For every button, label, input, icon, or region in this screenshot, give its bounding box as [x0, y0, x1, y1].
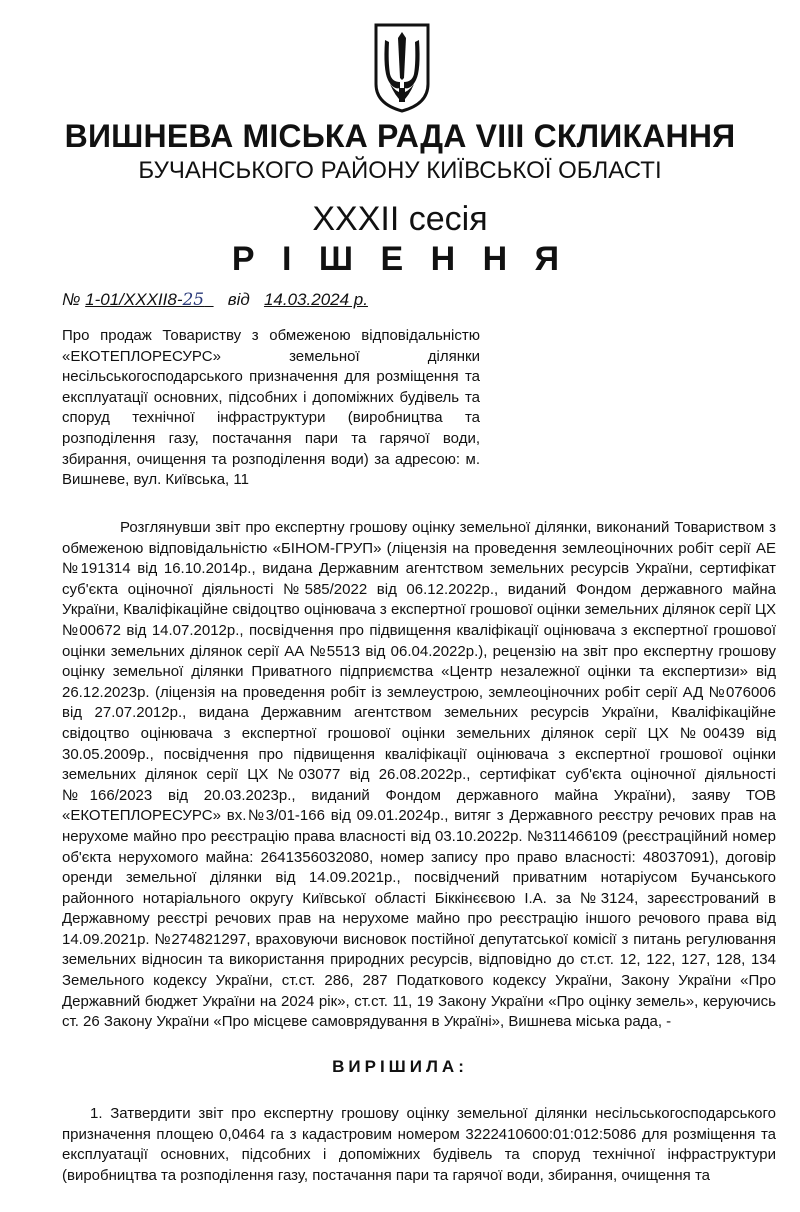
number-label: №	[62, 290, 81, 309]
resolution-item-1: 1. Затвердити звіт про експертну грошову оцінку земельної ділянки несільськогосподарського призначення площею 0,0464 га з кадастровим номером 3222410600:01:012:5086 для розміщення та експлуатації основних, підсобних і допоміжних будівель та споруд технічної інфраструктури (виробництва та розподілення газу, постачання пари та гарячої води, збирання, очищення та	[62, 1105, 776, 1184]
decision-date: 14.03.2024 р.	[263, 290, 368, 309]
decision-number-line	[62, 290, 368, 310]
decision-subject: Про продаж Товариству з обмеженою відповідальністю «ЕКОТЕПЛОРЕСУРС» земельної ділянки несільськогосподарського призначення для розміщення та експлуатації основних, підсобних і допоміжних будівель та споруд технічної інфраструктури (виробництва та розподілення газу, постачання пари та гарячої води, збирання, очищення та розподілення води) за адресою: м. Вишневе, вул. Київська, 11	[62, 327, 480, 489]
decision-number: 1-01/XXXII8-25	[85, 290, 205, 310]
resolved-heading: ВИРІШИЛА:	[332, 1057, 468, 1076]
district-name: БУЧАНСЬКОГО РАЙОНУ КИЇВСЬКОЇ ОБЛАСТІ	[138, 157, 662, 184]
preamble-paragraph: Розглянувши звіт про експертну грошову оцінку земельної ділянки, виконаний Товариством з обмеженою відповідальністю «БІНОМ-ГРУП» (ліцензія на проведення землеоціночних робіт серії АЕ №191314 від 16.10.2014р., видана Державним агентством земельних ресурсів України, сертифікат суб'єкта оціночної діяльності №585/2022 від 06.12.2022р., виданий Фондом державного майна України, Кваліфікаційне свідоцтво оцінювача з експертної грошової оцінки земельних ділянок серії ЦХ №00672 від 14.07.2012р., посвідчення про підвищення кваліфікації оцінювача з експертної грошової оцінки земельних ділянок серії АА №5513 від 06.04.2022р.), рецензію на звіт про експертну грошову оцінку земельної ділянки Приватного підприємства «Центр незалежної оцінки та експертизи» від 26.12.2023р. (ліцензія на проведення робіт із землеустрою, землеоціночних робіт серії АД №076006 від 27.07.2012р., видана Державним агентством земельних ресурсів України, Кваліфікаційне свідоцтво оцінювача з експертної грошової оцінки земельних ділянок серії ЦХ №00439 від 30.05.2009р., посвідчення про підвищення кваліфікації оцінювача з експертної грошової оцінки земельних ділянок серії ЦХ №03077 від 26.08.2022р., сертифікат суб'єкта оціночної діяльності №166/2023 від 20.03.2023р., виданий Фондом державного майна України), заяву ТОВ «ЕКОТЕПЛОРЕСУРС» вх.№3/01-166 від 09.01.2024р., витяг з Державного реєстру речових прав на нерухоме майно про реєстрацію права власності від 03.10.2022р. №311466109 (реєстраційний номер об'єкта нерухомого майна: 2641356032080, номер запису про право власності: 48037091), договір оренди земельної ділянки від 14.09.2021р., посвідчений приватним нотаріусом Бучанського районного нотаріального округу Київської області Біккінєєвою І.А. за №3124, зареєстрований в Державному реєстрі речових прав на нерухоме майно про реєстрацію іншого речового права від 14.09.2021р. №274821297, враховуючи висновок постійної депутатської комісії з питань регулювання земельних відносин та використання природних ресурсів, відповідно до ст.ст. 12, 122, 127, 128, 134 Земельного кодексу України, ст.ст. 286, 287 Податкового кодексу України, Закону України «Про Державний бюджет України на 2024 рік», ст.ст. 11, 19 Закону України «Про оцінку земель», керуючись ст. 26 Закону України «Про місцеве самоврядування в Україні», Вишнева міська рада, -	[62, 519, 776, 1031]
document-type: Р І Ш Е Н Н Я	[231, 240, 569, 278]
session-title: XXXII сесія	[312, 200, 488, 238]
council-name: ВИШНЕВА МІСЬКА РАДА VIII СКЛИКАННЯ	[64, 118, 736, 154]
coat-of-arms-icon	[373, 22, 431, 114]
date-label: від	[227, 290, 250, 309]
handwritten-number: 25	[182, 290, 205, 310]
